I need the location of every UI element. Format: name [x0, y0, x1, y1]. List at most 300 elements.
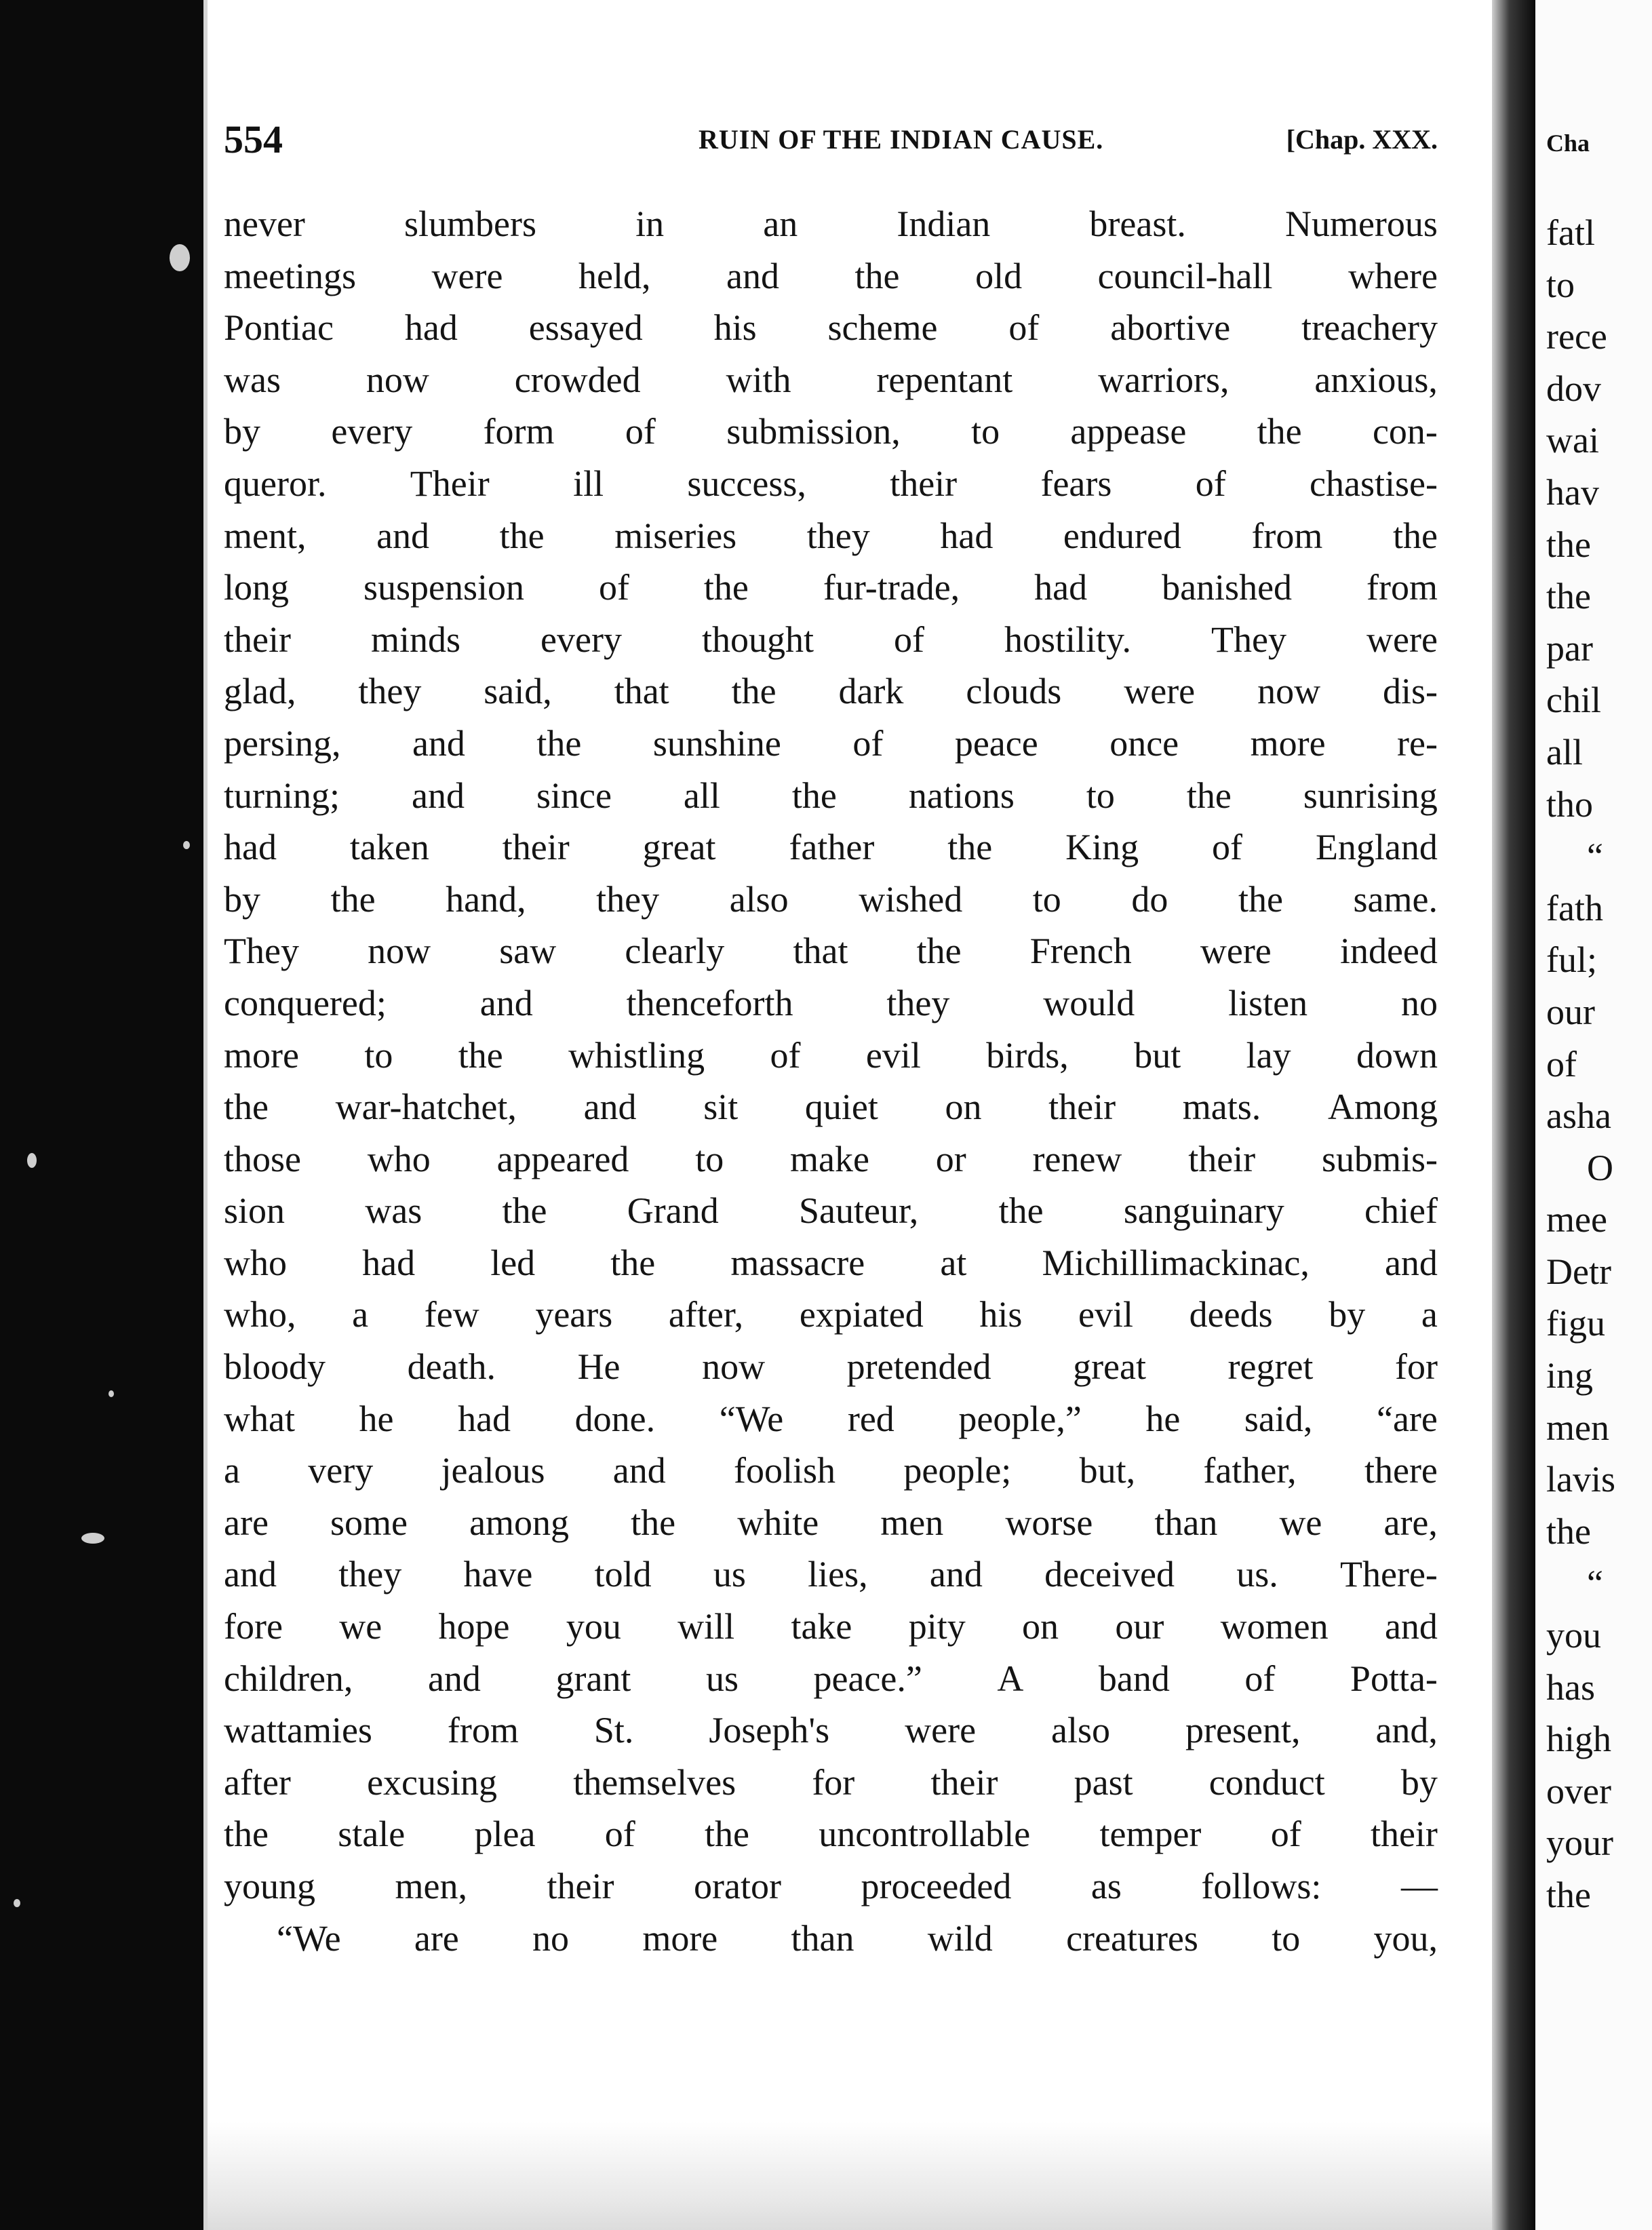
word: in: [635, 203, 665, 244]
text-line: [224, 198, 1438, 250]
word: are: [414, 1917, 459, 1959]
word: of: [894, 619, 924, 660]
word: turning;: [224, 775, 340, 816]
word: were: [1366, 619, 1438, 660]
word: were: [905, 1710, 977, 1751]
word: the: [705, 1814, 749, 1855]
word: themselves: [573, 1761, 736, 1803]
word: evil: [865, 1034, 921, 1076]
word: their: [224, 619, 291, 660]
word: to: [1272, 1917, 1301, 1959]
word: and: [612, 1450, 666, 1491]
word: “We: [719, 1398, 784, 1439]
word: peace.”: [813, 1658, 922, 1699]
word: Pontiac: [224, 307, 334, 349]
word: and: [427, 1658, 481, 1699]
word: They: [224, 931, 299, 972]
word: now: [1257, 671, 1321, 712]
word: foolish: [734, 1450, 836, 1491]
word: taken: [349, 827, 429, 868]
word: you,: [1373, 1917, 1438, 1959]
word: whistling: [568, 1034, 705, 1076]
word: red: [847, 1398, 894, 1439]
word: the: [536, 722, 582, 764]
word: “We: [277, 1917, 341, 1959]
word: years: [535, 1294, 613, 1335]
word: of: [770, 1034, 801, 1076]
word: submis-: [1321, 1138, 1438, 1179]
word: the: [502, 1190, 547, 1232]
word: and: [412, 775, 465, 816]
page-number: 554: [224, 117, 283, 161]
word: worse: [1005, 1502, 1093, 1543]
running-header: [224, 117, 1438, 164]
word: old: [975, 255, 1023, 296]
word: they: [358, 671, 422, 712]
word: have: [463, 1554, 533, 1595]
word: submission,: [726, 411, 901, 452]
word: plea: [474, 1814, 536, 1855]
adjacent-text-line: over: [1546, 1770, 1611, 1812]
adjacent-text-line: fatl: [1546, 212, 1595, 253]
text-line: [224, 354, 1438, 406]
adjacent-text-line: “: [1587, 1563, 1603, 1604]
word: thought: [701, 619, 814, 660]
word: their: [502, 827, 570, 868]
word: ill: [573, 463, 604, 504]
word: ment,: [224, 515, 307, 556]
word: They: [1211, 619, 1286, 660]
adjacent-text-line: the: [1546, 524, 1591, 565]
word: band: [1098, 1658, 1170, 1699]
text-line: [224, 770, 1438, 822]
word: they: [338, 1554, 402, 1595]
word: fur-trade,: [823, 567, 960, 608]
text-line: [224, 1289, 1438, 1341]
word: by: [1329, 1294, 1366, 1335]
word: than: [791, 1917, 854, 1959]
word: for: [1394, 1346, 1438, 1388]
word: of: [1008, 307, 1040, 349]
adjacent-text-line: our: [1546, 991, 1595, 1032]
word: from: [1251, 515, 1323, 556]
word: the: [1186, 775, 1232, 816]
word: white: [737, 1502, 819, 1543]
word: essayed: [528, 307, 643, 349]
scan-speck: [109, 1390, 114, 1397]
word: who: [224, 1242, 287, 1283]
word: his: [979, 1294, 1023, 1335]
word: by: [224, 411, 260, 452]
word: slumbers: [404, 203, 537, 244]
word: they: [596, 878, 660, 920]
word: the: [224, 1814, 269, 1855]
word: sanguinary: [1123, 1190, 1284, 1232]
word: are,: [1383, 1502, 1438, 1543]
word: now: [366, 359, 429, 400]
word: he: [1145, 1398, 1181, 1439]
word: but: [1134, 1034, 1181, 1076]
word: also: [1051, 1710, 1111, 1751]
text-line: [224, 1445, 1438, 1497]
word: where: [1348, 255, 1438, 296]
word: very: [308, 1450, 374, 1491]
word: pity: [908, 1606, 966, 1647]
adjacent-text-line: rece: [1546, 316, 1607, 357]
word: told: [594, 1554, 652, 1595]
word: there: [1364, 1450, 1438, 1491]
text-line: [224, 821, 1438, 874]
word: chastise-: [1310, 463, 1438, 504]
word: temper: [1099, 1814, 1202, 1855]
word: wattamies: [224, 1710, 372, 1751]
word: indeed: [1339, 931, 1438, 972]
page-bottom-shadow: [208, 2121, 1496, 2230]
word: expiated: [799, 1294, 924, 1335]
word: you: [566, 1606, 621, 1647]
word: miseries: [614, 515, 737, 556]
word: their: [930, 1761, 998, 1803]
word: creatures: [1066, 1917, 1198, 1959]
word: said,: [484, 671, 552, 712]
word: us: [705, 1658, 739, 1699]
word: con-: [1372, 411, 1438, 452]
word: of: [1270, 1814, 1301, 1855]
word: Indian: [897, 203, 991, 244]
word: the: [947, 827, 993, 868]
word: and: [1384, 1606, 1438, 1647]
word: after: [224, 1761, 291, 1803]
word: his: [713, 307, 757, 349]
word: same.: [1353, 878, 1438, 920]
word: than: [1154, 1502, 1218, 1543]
word: the: [791, 775, 837, 816]
word: of: [604, 1814, 635, 1855]
word: was: [365, 1190, 422, 1232]
text-line: [224, 874, 1438, 926]
adjacent-text-line: par: [1546, 627, 1593, 669]
text-line: [224, 1030, 1438, 1082]
word: stale: [338, 1814, 406, 1855]
word: saw: [499, 931, 557, 972]
word: had: [224, 827, 277, 868]
running-title: RUIN OF THE INDIAN CAUSE.: [699, 124, 1104, 155]
word: present,: [1185, 1710, 1301, 1751]
word: said,: [1244, 1398, 1313, 1439]
word: great: [642, 827, 716, 868]
word: never: [224, 203, 305, 244]
adjacent-text-line: wai: [1546, 420, 1599, 461]
text-line: [224, 1704, 1438, 1757]
word: a: [352, 1294, 369, 1335]
word: or: [935, 1138, 966, 1179]
word: by: [224, 878, 260, 920]
adjacent-text-line: Detr: [1546, 1251, 1611, 1292]
word: follows:: [1201, 1866, 1322, 1906]
word: dis-: [1382, 671, 1438, 712]
word: he: [359, 1398, 394, 1439]
word: the: [731, 671, 776, 712]
word: our: [1115, 1606, 1164, 1647]
word: proceeded: [861, 1866, 1012, 1906]
word: a: [224, 1450, 240, 1491]
word: after,: [668, 1294, 744, 1335]
word: that: [793, 931, 848, 972]
word: Michillimackinac,: [1042, 1242, 1310, 1283]
text-line: [224, 1757, 1438, 1809]
word: people;: [903, 1450, 1012, 1491]
adjacent-text-line: the: [1546, 1510, 1591, 1552]
word: abortive: [1110, 307, 1231, 349]
text-line: [224, 1653, 1438, 1705]
word: father: [789, 827, 875, 868]
word: anxious,: [1314, 359, 1438, 400]
adjacent-text-line: lavis: [1546, 1459, 1615, 1500]
word: orator: [694, 1866, 781, 1906]
word: with: [726, 359, 791, 400]
word: jealous: [441, 1450, 545, 1491]
word: wild: [927, 1917, 993, 1959]
word: repentant: [876, 359, 1013, 400]
text-line: [224, 1081, 1438, 1133]
adjacent-text-line: the: [1546, 1875, 1591, 1915]
word: sunrising: [1303, 775, 1438, 816]
adjacent-text-line: tho: [1546, 783, 1594, 825]
adjacent-text-line: all: [1546, 731, 1583, 772]
text-line: [224, 458, 1438, 510]
word: for: [812, 1761, 855, 1803]
word: Their: [410, 463, 490, 504]
word: lies,: [808, 1554, 868, 1595]
word: us: [713, 1554, 746, 1595]
word: of: [1195, 463, 1226, 504]
word: their: [1048, 1087, 1116, 1128]
scan-edge-left: [0, 0, 203, 2230]
word: dark: [838, 671, 904, 712]
word: all: [683, 775, 720, 816]
word: were: [431, 255, 503, 296]
adjacent-page: [1535, 0, 1652, 2230]
word: men: [880, 1502, 944, 1543]
word: the: [1393, 515, 1438, 556]
word: on: [1022, 1606, 1059, 1647]
word: re-: [1397, 722, 1438, 764]
text-line: [224, 1497, 1438, 1549]
word: and,: [1375, 1710, 1438, 1751]
word: the: [499, 515, 545, 556]
word: appeared: [496, 1138, 629, 1179]
word: regret: [1227, 1346, 1314, 1388]
word: they: [886, 982, 950, 1023]
word: listen: [1228, 982, 1308, 1023]
word: past: [1074, 1761, 1133, 1803]
word: clearly: [625, 931, 725, 972]
word: would: [1043, 982, 1135, 1023]
adjacent-text-line: has: [1546, 1666, 1595, 1708]
word: are: [224, 1502, 269, 1543]
word: the: [224, 1087, 269, 1128]
word: form: [483, 411, 555, 452]
word: those: [224, 1138, 301, 1179]
word: nations: [908, 775, 1015, 816]
word: thenceforth: [626, 982, 793, 1023]
word: father,: [1203, 1450, 1297, 1491]
word: who: [367, 1138, 431, 1179]
word: and: [376, 515, 430, 556]
word: us.: [1236, 1554, 1278, 1595]
adjacent-text-line: of: [1546, 1043, 1577, 1084]
word: now: [702, 1346, 766, 1388]
text-line: [224, 977, 1438, 1030]
text-line: [224, 510, 1438, 562]
word: more: [642, 1917, 718, 1959]
word: hand,: [446, 878, 526, 920]
word: He: [577, 1346, 621, 1388]
word: the: [610, 1242, 656, 1283]
adjacent-text-line: figu: [1546, 1303, 1605, 1344]
word: and: [726, 255, 779, 296]
word: to: [364, 1034, 393, 1076]
word: There-: [1340, 1554, 1438, 1595]
word: conduct: [1208, 1761, 1325, 1803]
word: A: [997, 1658, 1024, 1699]
text-line: [224, 1860, 1438, 1913]
adjacent-text-line: asha: [1546, 1095, 1611, 1137]
word: King: [1065, 827, 1139, 868]
word: from: [1366, 567, 1438, 608]
adjacent-text-line: men: [1546, 1407, 1609, 1448]
word: now: [368, 931, 431, 972]
word: the: [330, 878, 376, 920]
text-line: [224, 562, 1438, 614]
word: sunshine: [652, 722, 781, 764]
word: uncontrollable: [819, 1814, 1031, 1855]
adjacent-text-line: chil: [1546, 680, 1601, 721]
text-line: [224, 1341, 1438, 1393]
scan-speck: [170, 244, 190, 271]
adjacent-text-line: hav: [1546, 471, 1599, 513]
word: children,: [224, 1658, 353, 1699]
word: that: [614, 671, 669, 712]
word: since: [536, 775, 612, 816]
word: of: [852, 722, 884, 764]
word: down: [1356, 1034, 1438, 1076]
word: their: [1188, 1138, 1256, 1179]
word: led: [490, 1242, 536, 1283]
text-line: [224, 1393, 1438, 1445]
word: Among: [1327, 1087, 1438, 1128]
text-line: [224, 302, 1438, 354]
word: their: [547, 1866, 614, 1906]
text-line: [224, 250, 1438, 302]
word: mats.: [1182, 1087, 1261, 1128]
word: sion: [224, 1190, 286, 1232]
word: success,: [687, 463, 806, 504]
adjacent-text-line: you: [1546, 1615, 1601, 1656]
text-line: [224, 665, 1438, 718]
text-line: [224, 718, 1438, 770]
word: make: [790, 1138, 869, 1179]
word: massacre: [730, 1242, 865, 1283]
word: who,: [224, 1294, 296, 1335]
chapter-reference: [Chap. XXX.: [1286, 124, 1438, 155]
word: as: [1090, 1866, 1122, 1906]
word: the: [916, 931, 962, 972]
word: “are: [1377, 1398, 1438, 1439]
word: were: [1200, 931, 1272, 972]
word: treachery: [1301, 307, 1438, 349]
text-line: [224, 1237, 1438, 1289]
word: and: [479, 982, 533, 1023]
word: fears: [1040, 463, 1112, 504]
text-line: [224, 1601, 1438, 1653]
word: the: [458, 1034, 503, 1076]
word: we: [339, 1606, 382, 1647]
word: the: [854, 255, 900, 296]
word: deeds: [1189, 1294, 1273, 1335]
word: great: [1073, 1346, 1146, 1388]
word: of: [1244, 1658, 1276, 1699]
word: England: [1315, 827, 1438, 868]
word: persing,: [224, 722, 341, 764]
word: war-hatchet,: [335, 1087, 517, 1128]
word: had: [1034, 567, 1088, 608]
word: every: [540, 619, 622, 660]
word: and: [929, 1554, 983, 1595]
word: evil: [1078, 1294, 1134, 1335]
word: do: [1131, 878, 1168, 920]
word: Numerous: [1284, 203, 1438, 244]
word: minds: [370, 619, 461, 660]
word: of: [625, 411, 656, 452]
word: wished: [859, 878, 963, 920]
word: queror.: [224, 463, 327, 504]
word: men,: [395, 1866, 468, 1906]
word: people,”: [958, 1398, 1082, 1439]
scan-speck: [81, 1533, 104, 1544]
word: among: [469, 1502, 570, 1543]
word: St.: [593, 1710, 634, 1751]
text-line: [224, 1548, 1438, 1601]
text-line: [224, 1808, 1438, 1860]
adjacent-text-line: to: [1546, 264, 1575, 305]
word: to: [1032, 878, 1061, 920]
word: the: [998, 1190, 1044, 1232]
word: and: [1384, 1242, 1438, 1283]
word: had: [362, 1242, 416, 1283]
word: suspension: [363, 567, 524, 608]
word: chief: [1364, 1190, 1438, 1232]
word: to: [971, 411, 1000, 452]
word: their: [890, 463, 958, 504]
word: warriors,: [1098, 359, 1230, 400]
text-line: [224, 614, 1438, 666]
text-line: [224, 406, 1438, 458]
word: from: [447, 1710, 519, 1751]
word: renew: [1032, 1138, 1122, 1179]
word: some: [330, 1502, 408, 1543]
scan-speck: [14, 1899, 20, 1907]
adjacent-text-line: O: [1587, 1147, 1613, 1188]
text-line: [224, 1133, 1438, 1186]
word: excusing: [367, 1761, 498, 1803]
word: had: [404, 307, 458, 349]
word: bloody: [224, 1346, 326, 1388]
word: Grand: [627, 1190, 719, 1232]
word: every: [331, 411, 413, 452]
word: and: [583, 1087, 637, 1128]
word: birds,: [986, 1034, 1069, 1076]
